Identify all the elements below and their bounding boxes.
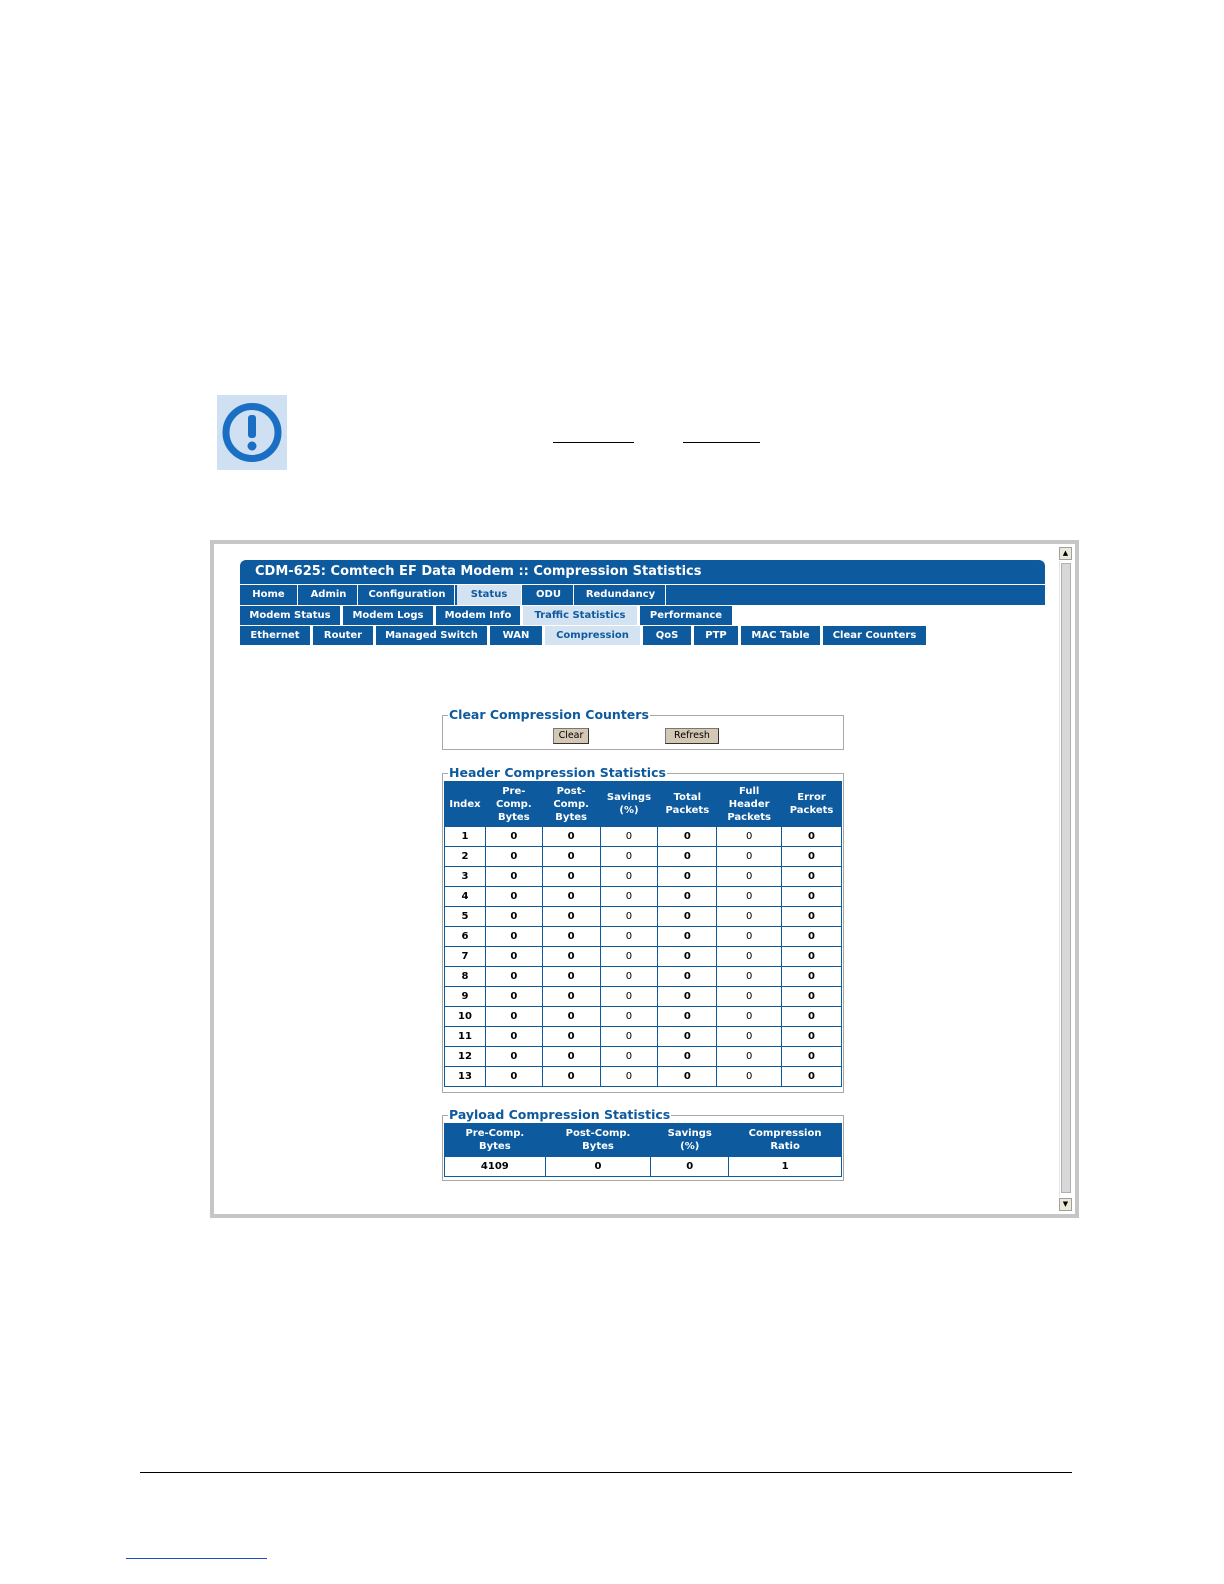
table-cell: 0 — [485, 987, 542, 1007]
table-cell: 0 — [485, 1067, 542, 1087]
tab-traffic-statistics[interactable]: Traffic Statistics — [523, 606, 638, 625]
table-cell: 0 — [717, 847, 782, 867]
table-cell: 11 — [445, 1027, 486, 1047]
column-header: Post- Comp. Bytes — [542, 782, 600, 827]
table-cell: 0 — [717, 1047, 782, 1067]
table-cell: 0 — [600, 887, 658, 907]
tab-router[interactable]: Router — [313, 626, 374, 645]
table-cell: 0 — [782, 847, 842, 867]
tab-home[interactable]: Home — [240, 585, 298, 605]
table-cell: 0 — [782, 987, 842, 1007]
table-cell: 0 — [600, 907, 658, 927]
table-cell: 0 — [782, 1007, 842, 1027]
table-cell: 0 — [782, 867, 842, 887]
table-cell: 0 — [600, 847, 658, 867]
table-cell: 0 — [542, 1067, 600, 1087]
table-cell: 0 — [542, 947, 600, 967]
tab-clear-counters[interactable]: Clear Counters — [823, 626, 927, 645]
table-cell: 0 — [782, 967, 842, 987]
table-cell: 0 — [542, 1027, 600, 1047]
table-cell: 0 — [600, 827, 658, 847]
header-compression-group — [442, 765, 844, 1093]
table-row — [445, 1027, 842, 1047]
table-row — [445, 967, 842, 987]
tab-modem-info[interactable]: Modem Info — [436, 606, 521, 625]
table-cell: 9 — [445, 987, 486, 1007]
table-cell: 7 — [445, 947, 486, 967]
table-cell: 0 — [485, 967, 542, 987]
table-cell: 0 — [717, 1067, 782, 1087]
table-row — [445, 1047, 842, 1067]
browser-screenshot — [210, 540, 1079, 1218]
table-cell: 0 — [658, 827, 717, 847]
table-cell: 0 — [658, 847, 717, 867]
table-cell: 0 — [658, 1047, 717, 1067]
table-cell: 0 — [782, 1027, 842, 1047]
table-cell: 1 — [729, 1157, 842, 1177]
table-row — [445, 887, 842, 907]
column-header: Full Header Packets — [717, 782, 782, 827]
table-cell: 0 — [717, 1007, 782, 1027]
column-header: Error Packets — [782, 782, 842, 827]
table-cell: 0 — [717, 1027, 782, 1047]
table-cell: 0 — [600, 967, 658, 987]
table-cell: 0 — [485, 887, 542, 907]
clear-counters-group — [442, 707, 844, 750]
tab-compression[interactable]: Compression — [545, 626, 641, 645]
table-cell: 0 — [651, 1157, 729, 1177]
tab-performance[interactable]: Performance — [640, 606, 733, 625]
clear-button[interactable]: Clear — [553, 728, 589, 744]
table-row — [445, 827, 842, 847]
table-cell: 0 — [485, 827, 542, 847]
header-compression-legend: Header Compression Statistics — [449, 765, 666, 780]
table-cell: 10 — [445, 1007, 486, 1027]
table-cell: 8 — [445, 967, 486, 987]
table-cell: 1 — [445, 827, 486, 847]
table-cell: 0 — [782, 907, 842, 927]
table-cell: 0 — [717, 867, 782, 887]
column-header: Total Packets — [658, 782, 717, 827]
table-cell: 0 — [542, 967, 600, 987]
underline-blank-1 — [553, 442, 634, 443]
tab-redundancy[interactable]: Redundancy — [576, 585, 666, 605]
footer-link-underline — [126, 1558, 267, 1559]
column-header: Pre-Comp. Bytes — [445, 1124, 546, 1157]
column-header: Compression Ratio — [729, 1124, 842, 1157]
table-cell: 0 — [542, 907, 600, 927]
column-header: Index — [445, 782, 486, 827]
table-cell: 0 — [658, 967, 717, 987]
column-header: Savings (%) — [600, 782, 658, 827]
tab-ethernet[interactable]: Ethernet — [240, 626, 311, 645]
tab-modem-status[interactable]: Modem Status — [240, 606, 341, 625]
table-cell: 0 — [542, 1047, 600, 1067]
table-row — [445, 1067, 842, 1087]
tab-configuration[interactable]: Configuration — [360, 585, 455, 605]
table-cell: 0 — [717, 827, 782, 847]
table-cell: 6 — [445, 927, 486, 947]
table-cell: 0 — [485, 1047, 542, 1067]
table-cell: 0 — [600, 927, 658, 947]
tab-managed-switch[interactable]: Managed Switch — [376, 626, 488, 645]
table-cell: 0 — [600, 987, 658, 1007]
table-cell: 0 — [485, 947, 542, 967]
footer-rule — [140, 1472, 1072, 1473]
payload-compression-legend: Payload Compression Statistics — [449, 1107, 671, 1122]
table-cell: 0 — [658, 867, 717, 887]
scroll-thumb[interactable] — [1061, 563, 1071, 1193]
tab-qos[interactable]: QoS — [643, 626, 692, 645]
table-cell: 0 — [658, 1067, 717, 1087]
tab-ptp[interactable]: PTP — [694, 626, 739, 645]
table-cell: 0 — [485, 1007, 542, 1027]
underline-blank-2 — [683, 442, 760, 443]
scroll-down-arrow-icon[interactable]: ▼ — [1059, 1198, 1072, 1211]
payload-compression-table — [444, 1123, 842, 1177]
header-compression-table — [444, 781, 842, 1087]
table-cell: 0 — [658, 987, 717, 1007]
table-cell: 0 — [542, 847, 600, 867]
table-cell: 0 — [542, 1007, 600, 1027]
table-cell: 0 — [485, 927, 542, 947]
table-row — [445, 947, 842, 967]
secondary-nav — [240, 606, 733, 625]
table-cell: 0 — [600, 1047, 658, 1067]
table-cell: 0 — [717, 907, 782, 927]
tab-wan[interactable]: WAN — [490, 626, 543, 645]
table-row — [445, 907, 842, 927]
table-cell: 0 — [485, 867, 542, 887]
table-cell: 0 — [600, 947, 658, 967]
table-cell: 0 — [782, 947, 842, 967]
table-cell: 0 — [485, 1027, 542, 1047]
table-cell: 0 — [542, 827, 600, 847]
table-cell: 13 — [445, 1067, 486, 1087]
payload-compression-group — [442, 1107, 844, 1181]
table-cell: 0 — [717, 967, 782, 987]
column-header: Savings (%) — [651, 1124, 729, 1157]
table-cell: 0 — [658, 1027, 717, 1047]
table-cell: 0 — [600, 867, 658, 887]
tab-mac-table[interactable]: MAC Table — [741, 626, 821, 645]
table-cell: 0 — [782, 887, 842, 907]
table-cell: 0 — [658, 1007, 717, 1027]
table-cell: 0 — [485, 847, 542, 867]
page-title: CDM-625: Comtech EF Data Modem :: Compression Statistics — [240, 560, 1045, 584]
table-cell: 0 — [782, 927, 842, 947]
table-cell: 0 — [600, 1007, 658, 1027]
table-cell: 0 — [782, 827, 842, 847]
vertical-scrollbar[interactable] — [1059, 547, 1073, 1211]
table-row — [445, 1157, 842, 1177]
tab-modem-logs[interactable]: Modem Logs — [343, 606, 434, 625]
table-cell: 5 — [445, 907, 486, 927]
table-cell: 0 — [658, 887, 717, 907]
tab-odu[interactable]: ODU — [524, 585, 574, 605]
primary-nav — [240, 585, 1045, 605]
table-cell: 0 — [542, 987, 600, 1007]
clear-counters-legend: Clear Compression Counters — [449, 707, 649, 722]
table-cell: 0 — [658, 927, 717, 947]
table-row — [445, 1007, 842, 1027]
table-cell: 4 — [445, 887, 486, 907]
table-row — [445, 927, 842, 947]
table-cell: 0 — [542, 867, 600, 887]
table-cell: 0 — [542, 927, 600, 947]
table-cell: 3 — [445, 867, 486, 887]
table-cell: 0 — [717, 887, 782, 907]
table-cell: 0 — [485, 907, 542, 927]
table-cell: 2 — [445, 847, 486, 867]
table-cell: 0 — [658, 907, 717, 927]
table-cell: 12 — [445, 1047, 486, 1067]
table-cell: 0 — [717, 947, 782, 967]
table-cell: 0 — [600, 1027, 658, 1047]
table-cell: 0 — [658, 947, 717, 967]
table-cell: 4109 — [445, 1157, 546, 1177]
tertiary-nav — [240, 626, 927, 645]
refresh-button[interactable]: Refresh — [665, 728, 719, 744]
scroll-up-arrow-icon[interactable]: ▲ — [1059, 547, 1072, 560]
tab-status[interactable]: Status — [457, 585, 522, 605]
table-row — [445, 847, 842, 867]
table-cell: 0 — [545, 1157, 651, 1177]
table-row — [445, 867, 842, 887]
tab-admin[interactable]: Admin — [300, 585, 358, 605]
table-cell: 0 — [600, 1067, 658, 1087]
table-cell: 0 — [717, 927, 782, 947]
important-notice-icon — [217, 395, 287, 470]
column-header: Pre- Comp. Bytes — [485, 782, 542, 827]
table-cell: 0 — [717, 987, 782, 1007]
column-header: Post-Comp. Bytes — [545, 1124, 651, 1157]
table-row — [445, 987, 842, 1007]
table-cell: 0 — [542, 887, 600, 907]
table-cell: 0 — [782, 1067, 842, 1087]
table-cell: 0 — [782, 1047, 842, 1067]
